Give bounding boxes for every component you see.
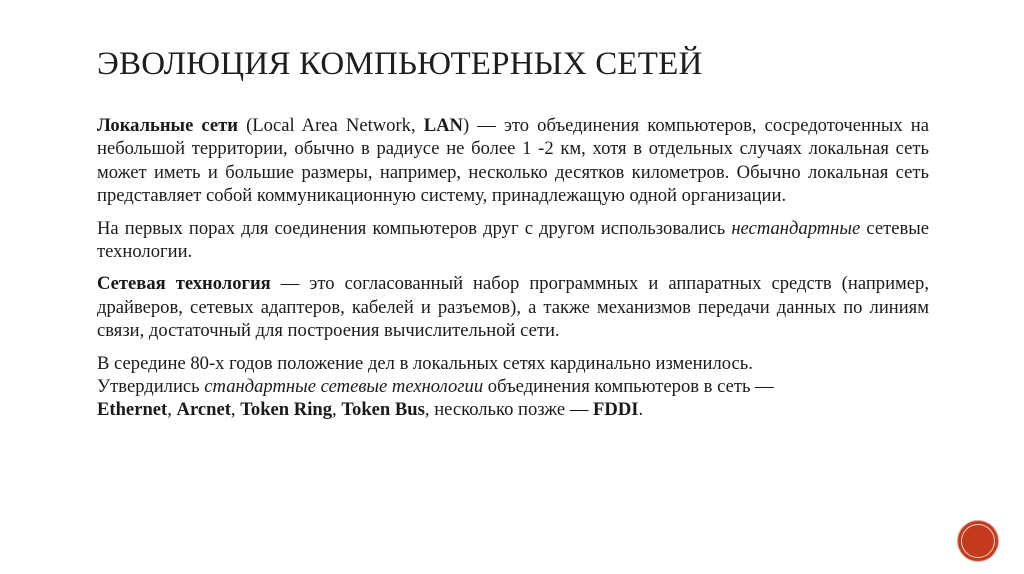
paragraph-nonstandard [97,217,929,264]
paragraph-standard-technologies [97,352,929,422]
paragraph-lan-definition [97,114,929,208]
tech-fddi: FDDI [593,399,639,421]
text: объединения компьютеров в сеть — [483,376,774,398]
tech-ethernet: Ethernet [97,399,168,421]
text: сетевые технологии. [97,217,929,263]
emphasis-nonstandard: нестандартные [731,217,861,239]
tech-arcnet: Arcnet [176,399,231,421]
separator: , [167,399,177,421]
slide-title: ЭВОЛЮЦИЯ КОМПЬЮТЕРНЫХ СЕТЕЙ [97,46,703,82]
term-lan: LAN [423,115,463,136]
decorative-ring [961,524,995,558]
text: ) — это объединения компьютеров, сосредоточенных на небольшой территории, обычно в радиусе не более 1 -2 км, хотя в отдельных случаях локальная сеть может иметь и большие размеры, например, несколько десятков километров. Обычно локальная сеть представляет собой коммуникационную систему, принадлежащую одной организации. [97,115,929,207]
text: — это согласованный набор программных и аппаратных средств (например, драйверов, сетевых адаптеров, кабелей и разъемов), а также механизмов передачи данных по линиям связи, достаточный для построения вычислительной сети. [97,273,929,342]
text: В середине 80-х годов положение дел в локальных сетях кардинально изменилось. [97,352,753,374]
separator: , [230,399,241,421]
text: . [638,399,644,421]
term-network-technology: Сетевая технология [97,273,271,295]
text: , несколько позже — [424,399,594,421]
text: (Local Area Network, [238,115,424,136]
term-local-networks: Локальные сети [97,115,238,136]
paragraph-network-technology [97,272,929,342]
text: Утвердились [97,376,205,398]
separator: , [332,399,342,421]
emphasis-standard-technologies: стандартные сетевые технологии [204,376,484,398]
slide-body [97,114,929,431]
tech-token-bus: Token Bus [341,399,425,421]
text: На первых порах для соединения компьютеров друг с другом использовались [97,217,732,239]
decorative-circle-icon [958,521,998,561]
tech-token-ring: Token Ring [240,399,333,421]
